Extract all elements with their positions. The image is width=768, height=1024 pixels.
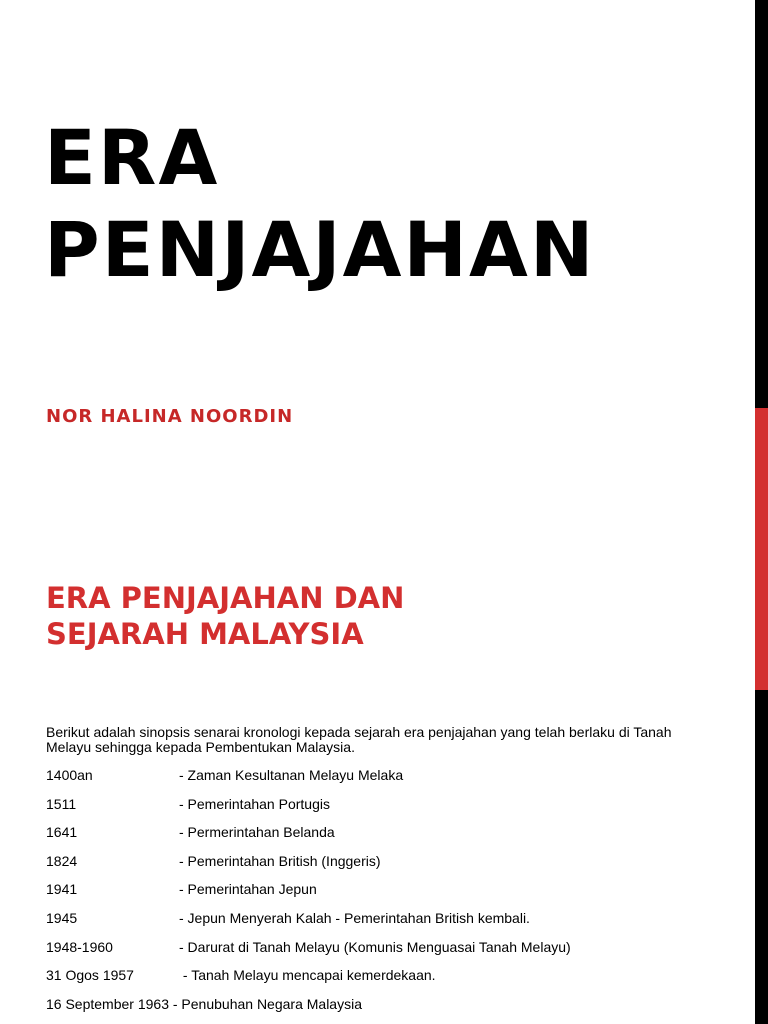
timeline-item — [46, 966, 571, 995]
slide-title-line-1: ERA — [44, 113, 220, 202]
section-title-line-1: ERA PENJAJAHAN DAN — [46, 581, 405, 615]
timeline-year: 1511 — [46, 795, 77, 812]
timeline-event: - Jepun Menyerah Kalah - Pemerintahan British kembali. — [179, 909, 530, 926]
timeline-event: - Tanah Melayu mencapai kemerdekaan. — [179, 967, 436, 984]
timeline-item — [46, 795, 571, 824]
timeline-event: - Zaman Kesultanan Melayu Melaka — [179, 767, 404, 783]
timeline-item — [46, 823, 571, 852]
slide-title-line-2: PENJAJAHAN — [44, 205, 596, 294]
timeline-year: 1948-1960 — [46, 938, 113, 955]
timeline-list — [46, 766, 571, 1023]
intro-paragraph: Berikut adalah sinopsis senarai kronologi kepada sejarah era penjajahan yang telah berlaku di Tanah Melayu sehingga kepada Pembentukan Malaysia. — [46, 724, 672, 755]
author-name: NOR HALINA NOORDIN — [46, 406, 294, 427]
timeline-year: 1941 — [46, 881, 78, 898]
section-title — [46, 580, 404, 652]
timeline-event: - Pemerintahan Portugis — [179, 795, 330, 812]
timeline-event: - Pemerintahan Jepun — [179, 881, 317, 898]
timeline-item — [46, 880, 571, 909]
timeline-event: - Permerintahan Belanda — [179, 824, 335, 841]
sidebar-accent-black-top — [755, 0, 768, 408]
sidebar-accent-red — [755, 408, 768, 690]
timeline-event: - Penubuhan Negara Malaysia — [168, 995, 362, 1012]
slide-title — [44, 112, 595, 296]
section-title-line-2: SEJARAH MALAYSIA — [46, 617, 364, 651]
sidebar-accent-black-bottom — [755, 690, 768, 1024]
timeline-event: - Pemerintahan British (Inggeris) — [179, 852, 381, 869]
timeline-year: 1400an — [46, 767, 93, 783]
timeline-year: 1945 — [46, 909, 78, 926]
timeline-item — [46, 995, 571, 1024]
timeline-year: 16 September 1963 — [46, 995, 169, 1012]
timeline-year: 31 Ogos 1957 — [46, 967, 134, 984]
timeline-item — [46, 852, 571, 881]
timeline-item — [46, 938, 571, 967]
timeline-event: - Darurat di Tanah Melayu (Komunis Menguasai Tanah Melayu) — [179, 938, 571, 955]
timeline-year: 1824 — [46, 852, 78, 869]
timeline-item — [46, 766, 571, 795]
timeline-year: 1641 — [46, 824, 78, 841]
timeline-item — [46, 909, 571, 938]
